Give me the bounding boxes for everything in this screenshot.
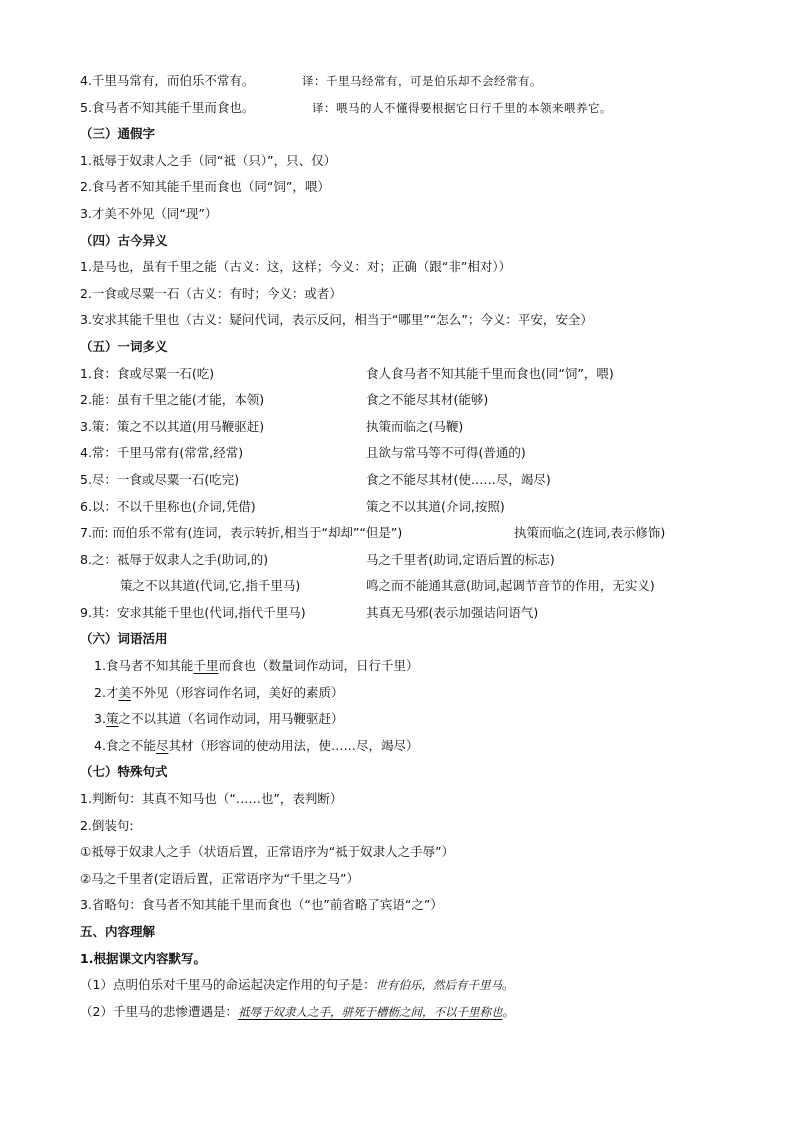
answer-text: 祗辱于奴隶人之手，骈死于槽枥之间，不以千里称也 <box>237 1004 503 1019</box>
list-item: 2.一食或尽粟一石（古义：有时；今义：或者） <box>80 285 342 301</box>
item-post: 之不以其道（名词作动词，用马鞭驱赶） <box>118 711 344 727</box>
item-pre: 3. <box>94 711 106 727</box>
section-heading-yiciduoyi: （五）一词多义 <box>80 338 168 354</box>
list-item: 3.才美不外见（同“现”） <box>80 205 218 221</box>
row-left: 5.尽：一食或尽粟一石(吃完) <box>80 471 240 487</box>
item-pre: 1.食马者不知其能 <box>94 658 194 674</box>
section-heading-gujinyiyi: （四）古今异义 <box>80 232 168 248</box>
table-row <box>80 494 720 521</box>
item-pre: 4.食之不能 <box>94 737 156 753</box>
row-left: 9.其：安求其能千里也(代词,指代千里马) <box>80 604 306 620</box>
table-row <box>80 600 720 627</box>
section-heading-tongjiazi: （三）通假字 <box>80 126 156 142</box>
question-text: （1）点明伯乐对千里马的命运起决定作用的句子是： <box>80 977 376 993</box>
list-item <box>80 733 720 760</box>
row-right: 其真无马邪(表示加强诘问语气) <box>366 604 539 620</box>
list-item <box>80 680 720 707</box>
question-2 <box>80 999 720 1026</box>
list-item: 1.判断句：其真不知马也（“……也”，表判断） <box>80 791 343 807</box>
item-post: 而食也（数量词作动词，日行千里） <box>218 658 419 674</box>
row-right: 且欲与常马等不可得(普通的) <box>366 445 526 461</box>
row-left: 1.食：食或尽粟一石(吃) <box>80 365 215 381</box>
question-end: 。 <box>502 1003 515 1019</box>
row-left: 策之不以其道(代词,它,指千里马) <box>120 578 301 594</box>
row-right: 食之不能尽其材(能够) <box>366 392 489 408</box>
list-item: ②马之千里者(定语后置，正常语序为“千里之马”） <box>80 870 360 886</box>
question-1 <box>80 972 720 999</box>
table-row <box>80 440 720 467</box>
row-left: 3.策：策之不以其道(用马鞭驱赶) <box>80 418 265 434</box>
list-item: 1.是马也，虽有千里之能（古义：这，这样；今义：对；正确（跟“非”相对）） <box>80 259 512 275</box>
table-row <box>80 387 720 414</box>
answer-text: 世有伯乐，然后有千里马 <box>375 978 502 993</box>
part-heading-neirong: 五、内容理解 <box>80 924 156 939</box>
table-row <box>80 573 720 600</box>
row-right: 执策而临之(连词,表示修饰) <box>514 525 666 541</box>
row-right: 食之不能尽其材(使……尽，竭尽) <box>366 471 551 487</box>
section-heading-ciyuhuoyong: （六）词语活用 <box>80 631 168 647</box>
sentence-text: 4.千里马常有，而伯乐不常有。 <box>80 73 255 88</box>
item-pre: 2.才 <box>94 684 119 700</box>
item-post: 其材（形容词的使动用法，使……尽，竭尽） <box>168 737 419 753</box>
list-item: 3.省略句：食马者不知其能千里而食也（“也”前省略了宾语“之”） <box>80 897 443 913</box>
table-row <box>80 547 720 574</box>
list-item <box>80 653 720 680</box>
row-left: 8.之：祗辱于奴隶人之手(助词,的) <box>80 551 269 567</box>
item-underlined: 尽 <box>155 737 169 753</box>
list-item: 2.食马者不知其能千里而食也（同“饲”，喂） <box>80 179 330 195</box>
row-left: 6.以：不以千里称也(介词,凭借) <box>80 498 256 514</box>
question-end: 。 <box>501 977 515 993</box>
row-right: 食人食马者不知其能千里而食也(同“饲”，喂) <box>366 365 614 381</box>
table-row <box>80 520 720 547</box>
row-right: 鸣之而不能通其意(助词,起调节音节的作用，无实义) <box>366 578 655 594</box>
row-left: 2.能：虽有千里之能(才能，本领) <box>80 392 265 408</box>
item-post: 不外见（形容词作名词，美好的素质） <box>130 684 344 700</box>
list-item: 2.倒装句: <box>80 817 134 833</box>
item-underlined: 千里 <box>193 658 219 674</box>
table-row <box>80 467 720 494</box>
document-page <box>80 68 720 1025</box>
translation-note: 译：喂马的人不懂得要根据它日行千里的本领来喂养它。 <box>312 100 612 115</box>
section-heading-teshujushi: （七）特殊句式 <box>80 764 168 780</box>
item-underlined: 美 <box>118 684 131 700</box>
item-underlined: 策 <box>105 711 119 727</box>
row-right: 马之千里者(助词,定语后置的标志) <box>366 551 555 567</box>
list-item: 1.祗辱于奴隶人之手（同“祗（只）”，只、仅） <box>80 152 337 168</box>
row-left: 4.常：千里马常有(常常,经常) <box>80 445 244 461</box>
row-right: 执策而临之(马鞭) <box>366 418 464 434</box>
list-item: ①祗辱于奴隶人之手（状语后置，正常语序为“祗于奴隶人之手辱”） <box>80 844 455 860</box>
table-row <box>80 361 720 388</box>
row-left: 7.而: 而伯乐不常有(连词，表示转折,相当于“却却”“但是”) <box>80 525 403 541</box>
list-item <box>80 706 720 733</box>
row-right: 策之不以其道(介词,按照) <box>366 498 505 514</box>
sentence-text: 5.食马者不知其能千里而食也。 <box>80 99 255 115</box>
translation-line-5 <box>80 95 720 122</box>
table-row <box>80 414 720 441</box>
sub-heading: 1.根据课文内容默写。 <box>80 950 206 966</box>
list-item: 3.安求其能千里也（古义：疑问代词，表示反问，相当于“哪里”“怎么”；今义：平安，安全） <box>80 312 593 328</box>
translation-line-4 <box>80 68 720 95</box>
translation-note: 译：千里马经常有，可是伯乐却不会经常有。 <box>302 74 542 88</box>
question-text: （2）千里马的悲惨遭遇是： <box>80 1003 238 1019</box>
